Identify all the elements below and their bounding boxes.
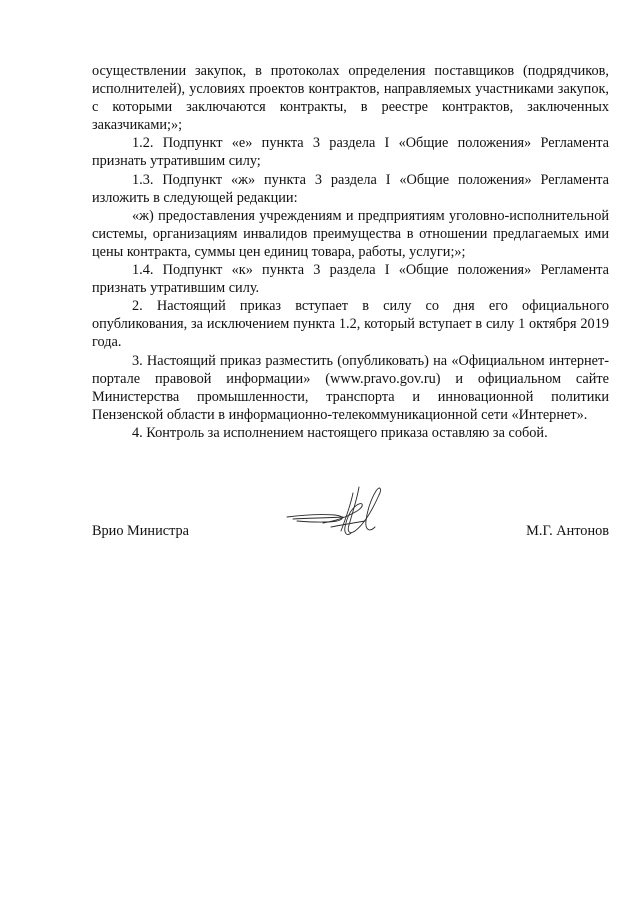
paragraph-4: 4. Контроль за исполнением настоящего приказа оставляю за собой. bbox=[132, 424, 548, 441]
signatory-title: Врио Министра bbox=[92, 523, 189, 539]
paragraph-1-3-quote: «ж) предоставления учреждениям и предприятиям уголовно-исполнительной системы, организациям инвалидов преимущества в отношении предлагаемых ими цены контракта, суммы цен единиц товара, работы, услуги;»; bbox=[92, 207, 609, 260]
paragraph-continuation: осуществлении закупок, в протоколах определения поставщиков (подрядчиков, исполнителей), условиях проектов контрактов, направляемых участниками закупок, с которыми заключаются контракты, в реестре контрактов, заключенных заказчиками;»; bbox=[92, 63, 609, 134]
paragraph-1-4: 1.4. Подпункт «к» пункта 3 раздела I «Общие положения» Регламента признать утратившим силу. bbox=[92, 262, 609, 297]
handwritten-signature bbox=[283, 481, 393, 545]
paragraph-1-3: 1.3. Подпункт «ж» пункта 3 раздела I «Общие положения» Регламента изложить в следующей редакции: bbox=[92, 171, 609, 206]
signatory-name: М.Г. Антонов bbox=[526, 523, 609, 539]
paragraph-2: 2. Настоящий приказ вступает в силу со дня его официального опубликования, за исключением пункта 1.2, который вступает в силу 1 октября 2019 года. bbox=[92, 298, 609, 351]
paragraph-1-2: 1.2. Подпункт «е» пункта 3 раздела I «Общие положения» Регламента признать утратившим силу; bbox=[92, 135, 609, 170]
paragraph-3: 3. Настоящий приказ разместить (опубликовать) на «Официальном интернет-портале правовой информации» (www.pravo.gov.ru) и официальном сайте Министерства промышленности, транспорта и инновационной политики Пензенской области в информационно-телекоммуникационной сети «Интернет». bbox=[92, 352, 609, 423]
document-body bbox=[92, 62, 609, 442]
